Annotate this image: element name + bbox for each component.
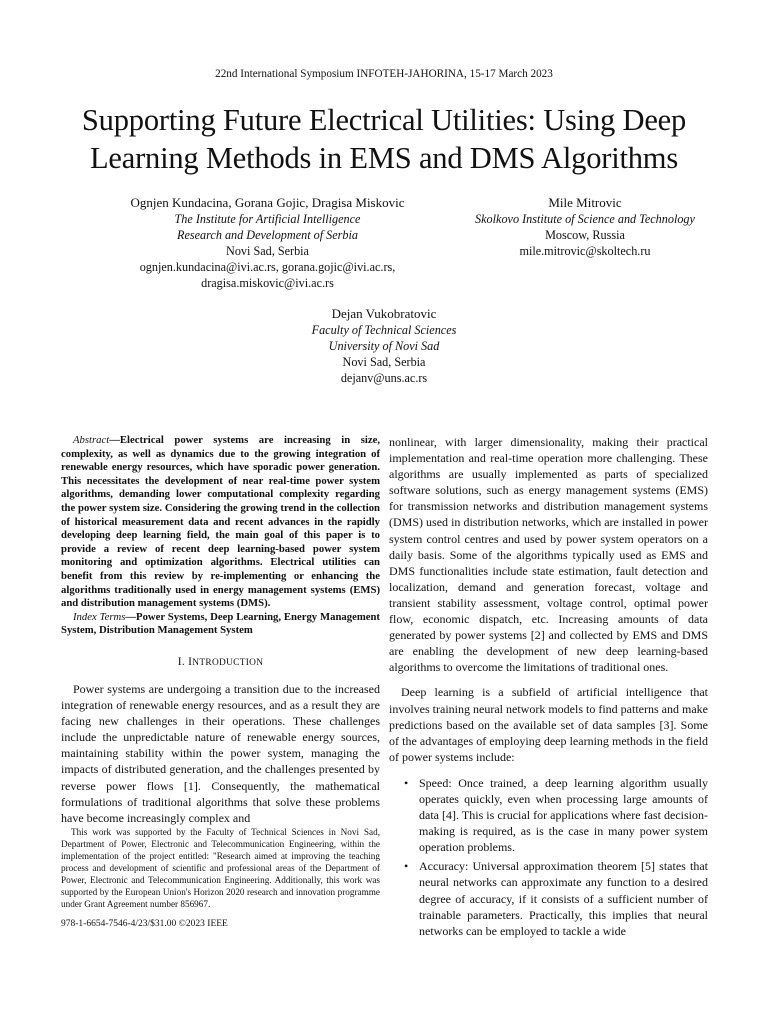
index-terms-lead: Index Terms — [73, 610, 126, 623]
author-affiliation: Research and Development of Serbia — [177, 228, 358, 242]
index-terms — [61, 611, 380, 638]
author-affiliation: The Institute for Artificial Intelligence — [174, 212, 361, 226]
list-item — [389, 858, 708, 938]
author-city: Moscow, Russia — [545, 228, 625, 242]
list-item-text: Accuracy: Universal approximation theorem [5] states that neural networks can approximate any function to a desired degree of accuracy, if it consists of a sufficient number of trainable parameters. Practically, this implies that neural networks can be employed to tackle a wide — [419, 859, 708, 938]
author-block-3 — [259, 305, 509, 386]
bullet-icon: • — [404, 859, 409, 874]
author-affiliation: University of Novi Sad — [328, 339, 440, 353]
left-column — [61, 434, 380, 826]
bullet-icon: • — [404, 775, 409, 790]
author-email: dragisa.miskovic@ivi.ac.rs — [201, 276, 334, 290]
section-heading — [61, 654, 380, 671]
author-names: Ognjen Kundacina, Gorana Gojic, Dragisa Miskovic — [130, 195, 405, 210]
author-city: Novi Sad, Serbia — [226, 244, 309, 258]
conference-header: 22nd International Symposium INFOTEH-JAHORINA, 15-17 March 2023 — [215, 68, 553, 80]
section-title-rest: NTRODUCTION — [192, 657, 264, 668]
advantages-list — [389, 775, 708, 939]
author-block-2 — [445, 194, 725, 259]
paper-title — [40, 101, 728, 177]
section-numeral: I. I — [177, 655, 193, 668]
author-block-1 — [115, 194, 420, 291]
author-email: ognjen.kundacina@ivi.ac.rs, gorana.gojic@ivi.ac.rs, — [139, 260, 396, 274]
index-terms-text: —Power Systems, Deep Learning, Energy Management System, Distribution Management System — [61, 610, 380, 637]
right-column — [389, 434, 708, 942]
funding-footnote: This work was supported by the Faculty of Technical Sciences in Novi Sad, Department of Power, Electronic and Telecommunication Engineering, within the implementation of the project entitled: "Research aimed at improving the teaching process and development of scientific and professional areas of the Department of Power, Electronic and Telecommunication Engineering. Additionally, this work was supported by the European Union's Horizon 2020 research and innovation programme under Grant Agreement number 856967. — [61, 827, 380, 909]
paragraph: Deep learning is a subfield of artificial intelligence that involves training neural network models to find patterns and make predictions based on the available set of data samples [3]. Some of the advantages of employing deep learning methods in the field of power systems include: — [389, 685, 708, 764]
author-email: mile.mitrovic@skoltech.ru — [519, 244, 651, 258]
author-names: Dejan Vukobratovic — [331, 306, 437, 321]
author-affiliation: Skolkovo Institute of Science and Technology — [475, 212, 695, 226]
abstract-lead: Abstract — [73, 434, 110, 446]
title-line-2: Learning Methods in EMS and DMS Algorithms — [89, 141, 679, 175]
paragraph: nonlinear, with larger dimensionality, making their practical implementation and real-time operation more challenging. These algorithms are usually implemented as parts of specialized software solutions, such as energy management systems (EMS) for transmission networks and distribution management systems (DMS) used in distribution networks, which are installed in power system control centres and used by power system operators on a daily basis. Some of the algorithms typically used as EMS and DMS functionalities include state estimation, fault detection and localization, demand and generation forecast, voltage and transient stability assessment, voltage control, optimal power flow, economic dispatch, etc. Increasing amounts of data generated by power systems [2] and collected by EMS and DMS are enabling the development of new deep learning-based algorithms to overcome the limitations of traditional ones. — [389, 435, 708, 675]
author-city: Novi Sad, Serbia — [342, 355, 426, 369]
author-email: dejanv@uns.ac.rs — [340, 371, 428, 385]
author-names: Mile Mitrovic — [548, 195, 622, 210]
abstract — [61, 434, 380, 611]
author-affiliation: Faculty of Technical Sciences — [311, 323, 457, 337]
list-item — [389, 775, 708, 855]
intro-paragraph: Power systems are undergoing a transition due to the increased integration of renewable energy resources, and as a result they are facing new challenges in their operations. These challenges include the unpredictable nature of renewable energy sources, maintaining stability within the power system, managing the impacts of distributed generation, and the challenges presented by reverse power flows [1]. Consequently, the mathematical formulations of traditional algorithms that solve these problems have become increasingly complex and — [61, 682, 380, 825]
list-item-text: Speed: Once trained, a deep learning algorithm usually operates quickly, even when processing large amounts of data [4]. This is crucial for applications where fast decision-making is required, as is the case in many power system operation problems. — [419, 775, 708, 855]
title-line-1: Supporting Future Electrical Utilities: Using Deep — [81, 103, 687, 137]
copyright-line: 978-1-6654-7546-4/23/$31.00 ©2023 IEEE — [61, 919, 228, 929]
abstract-text: —Electrical power systems are increasing in size, complexity, as well as dynamics due to the growing integration of renewable energy resources, which have sporadic power generation. This necessitates the development of near real-time power system algorithms, demanding lower computational complexity regarding the power system size. Considering the growing trend in the collection of historical measurement data and recent advances in the rapidly developing deep learning field, the main goal of this paper is to provide a review of recent deep learning-based power system monitoring and optimization algorithms. Electrical utilities can benefit from this review by re-implementing or enhancing the algorithms traditionally used in energy management systems (EMS) and distribution management systems (DMS). — [61, 434, 380, 610]
